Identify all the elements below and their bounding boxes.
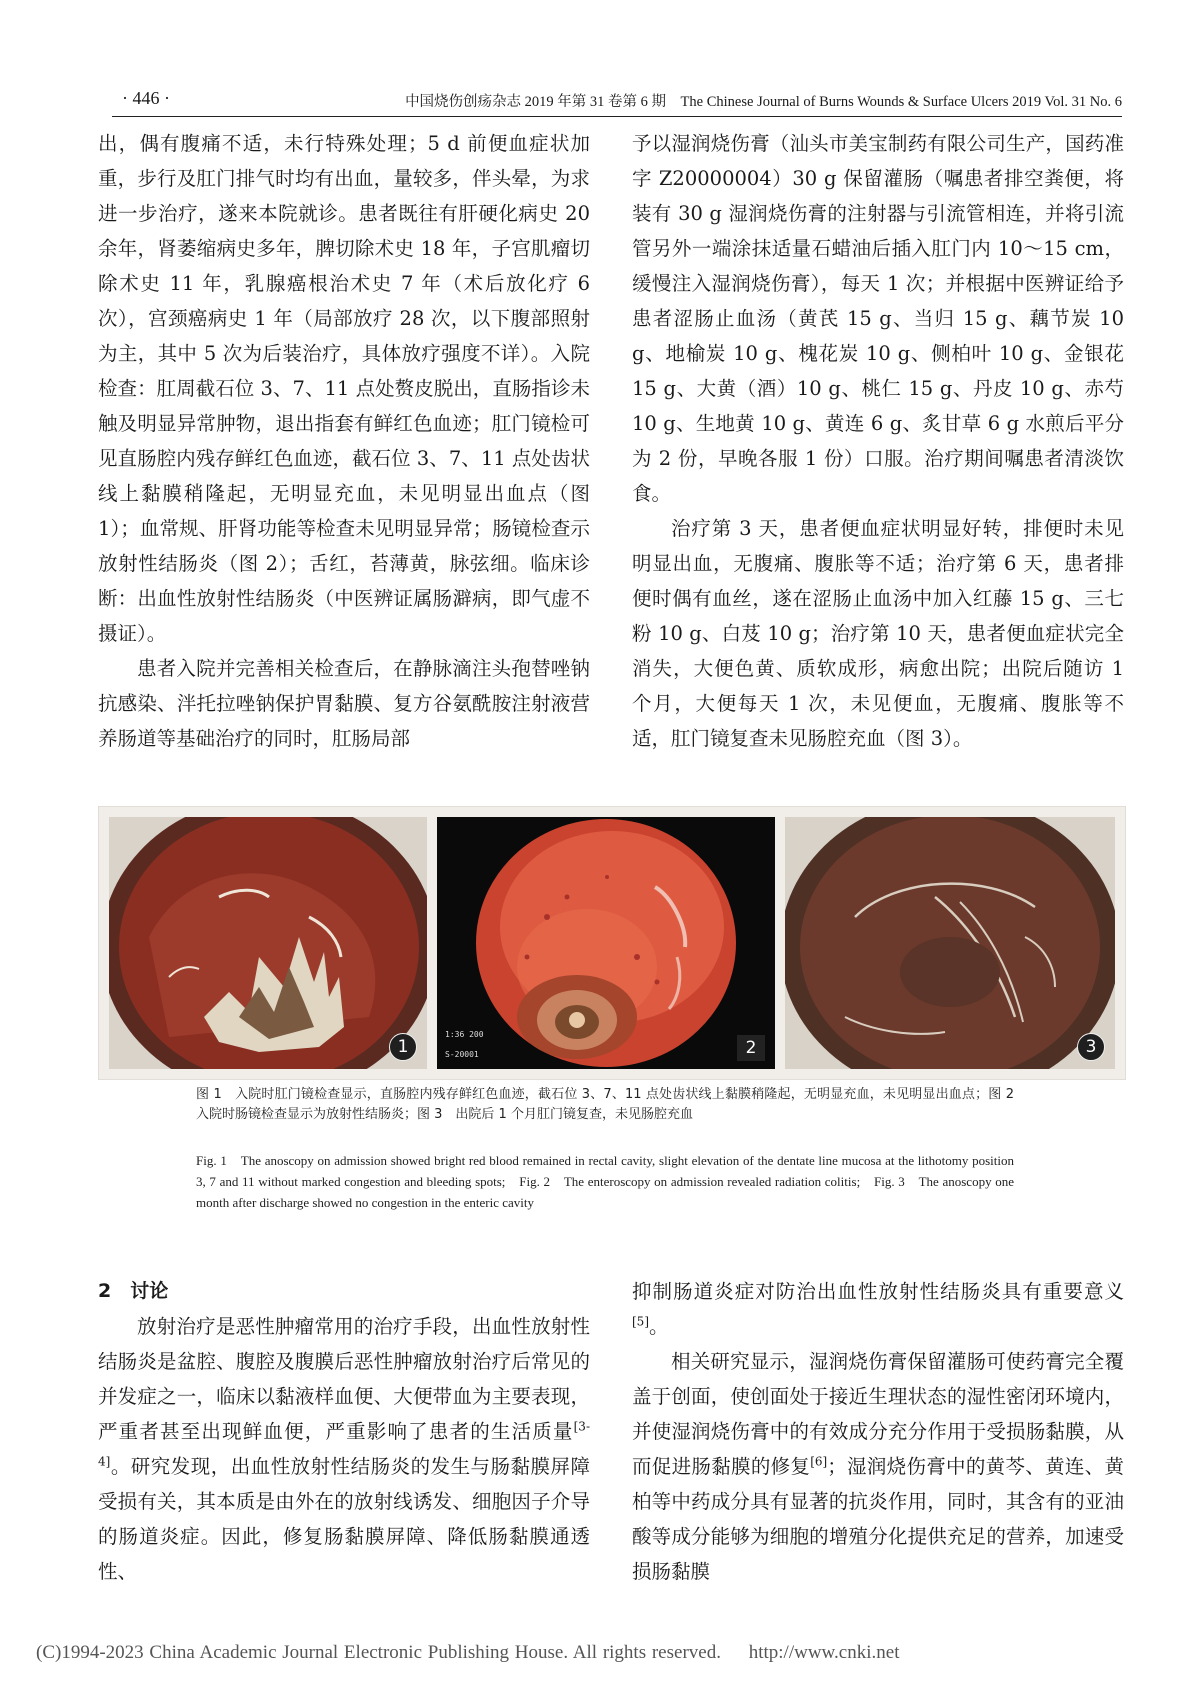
- page-footer: [36, 1642, 899, 1664]
- discussion-text-1c: 抑制肠道炎症对防治出血性放射性结肠炎具有重要意义: [632, 1280, 1124, 1303]
- case-history-paragraph: 出，偶有腹痛不适，未行特殊处理；5 d 前便血症状加重，步行及肛门排气时均有出血，量较多，伴头晕，为求进一步治疗，遂来本院就诊。患者既往有肝硬化病史 20 余年，肾萎缩病史多年，脾切除术史 18 年，子宫肌瘤切除术史 11 年，乳腺癌根治术史 7 年（术后放化疗 6 次），宫颈癌病史 1 年（局部放疗 28 次，以下腹部照射为主，其中 5 次为后装治疗，具体放疗强度不详）。入院检查：肛周截石位 3、7、11 点处赘皮脱出，直肠指诊未触及明显异常肿物，退出指套有鲜红色血迹；肛门镜检可见直肠腔内残存鲜红色血迹，截石位 3、7、11 点处齿状线上黏膜稍隆起，无明显充血，未见明显出血点（图 1）；血常规、肝肾功能等检查未见明显异常；肠镜检查示放射性结肠炎（图 2）；舌红，苔薄黄，脉弦细。临床诊断：出血性放射性结肠炎（中医辨证属肠澼病，即气虚不摄证）。: [98, 132, 590, 645]
- outcome-paragraph: 治疗第 3 天，患者便血症状明显好转，排便时未见明显出血，无腹痛、腹胀等不适；治疗第 6 天，患者排便时偶有血丝，遂在涩肠止血汤中加入红藤 15 g、三七粉 10 g、白芨 10 g；治疗第 10 天，患者便血症状完全消失，大便色黄、质软成形，病愈出院；出院后随访 1 个月，大便每天 1 次，未见便血，无腹痛、腹胀等不适，肛门镜复查未见肠腔充血（图 3）。: [632, 517, 1124, 750]
- discussion-text-1a: 放射治疗是恶性肿瘤常用的治疗手段，出血性放射性结肠炎是盆腔、腹腔及腹膜后恶性肿瘤放射治疗后常见的并发症之一，临床以黏液样血便、大便带血为主要表现，严重者甚至出现鲜血便，严重影响了患者的生活质量: [98, 1315, 590, 1443]
- reference-5: [5]: [632, 1314, 649, 1329]
- figure-2-label: 2: [737, 1035, 765, 1061]
- figure-caption-english: Fig. 1 The anoscopy on admission showed bright red blood remained in rectal cavity, slight elevation of the dentate line mucosa at the lithotomy position 3, 7 and 11 without marked congestion and bleeding spots; Fig. 2 The enteroscopy on admission revealed radiation colitis; Fig. 3 The anoscopy one month after discharge showed no congestion in the enteric cavity: [196, 1153, 1014, 1210]
- footer-url: http://www.cnki.net: [748, 1642, 900, 1663]
- figure-3-anoscopy-followup-image: [785, 817, 1115, 1069]
- section-heading-discussion: 2 讨论: [98, 1280, 169, 1302]
- discussion-text-2b: ；湿润烧伤膏中的黄芩、黄连、黄柏等中药成分具有显著的抗炎作用，同时，其含有的亚油酸等成分能够为细胞的增殖分化提供充足的营养，加速受损肠黏膜: [632, 1455, 1124, 1583]
- right-column-top: [632, 126, 1124, 756]
- figure-panel: [98, 806, 1126, 1080]
- treatment-paragraph-start: 患者入院并完善相关检查后，在静脉滴注头孢替唑钠抗感染、泮托拉唑钠保护胃黏膜、复方谷氨酰胺注射液营养肠道等基础治疗的同时，肛肠局部: [98, 657, 590, 750]
- copyright-notice: (C)1994-2023 China Academic Journal Electronic Publishing House. All rights reserved.: [36, 1642, 721, 1663]
- treatment-paragraph-continued: 予以湿润烧伤膏（汕头市美宝制药有限公司生产，国药准字 Z20000004）30 g 保留灌肠（嘱患者排空粪便，将装有 30 g 湿润烧伤膏的注射器与引流管相连，并将引流管另外一端涂抹适量石蜡油后插入肛门内 10～15 cm，缓慢注入湿润烧伤膏），每天 1 次；并根据中医辨证给予患者涩肠止血汤（黄芪 15 g、当归 15 g、藕节炭 10 g、地榆炭 10 g、槐花炭 10 g、侧柏叶 10 g、金银花 15 g、大黄（酒）10 g、桃仁 15 g、丹皮 10 g、赤芍 10 g、生地黄 10 g、黄连 6 g、炙甘草 6 g 水煎后平分为 2 份，早晚各服 1 份）口服。治疗期间嘱患者清淡饮食。: [632, 132, 1124, 505]
- figure-caption-chinese: 图 1 入院时肛门镜检查显示，直肠腔内残存鲜红色血迹，截石位 3、7、11 点处齿状线上黏膜稍隆起，无明显充血，未见明显出血点；图 2 入院时肠镜检查显示为放射性结肠炎；图 3 出院后 1 个月肛门镜复查，未见肠腔充血: [196, 1087, 1028, 1122]
- page-number: · 446 ·: [122, 88, 170, 108]
- running-header: [112, 86, 1122, 117]
- figure-1-label: 1: [389, 1033, 417, 1061]
- figure-2-colonoscopy-image: [437, 817, 775, 1069]
- discussion-text-2a: 相关研究显示，湿润烧伤膏保留灌肠可使药膏完全覆盖于创面，使创面处于接近生理状态的湿性密闭环境内，并使湿润烧伤膏中的有效成分充分作用于受损肠黏膜，从而促进肠黏膜的修复: [632, 1350, 1124, 1478]
- left-column-top: [98, 126, 590, 756]
- discussion-paragraph-1-continued: [632, 1274, 1124, 1344]
- discussion-paragraph-2: [632, 1344, 1124, 1589]
- reference-6: [6]: [810, 1454, 828, 1469]
- figure-1-anoscopy-image: [109, 817, 427, 1069]
- discussion-paragraph-1: [98, 1309, 590, 1589]
- discussion-text-1d: 。: [649, 1315, 669, 1338]
- figure-2-scale-text: 1:36 200: [445, 1030, 484, 1039]
- left-column-bottom: [98, 1274, 590, 1589]
- journal-citation-line: 中国烧伤创疡杂志 2019 年第 31 卷第 6 期 The Chinese Journal of Burns Wounds & Surface Ulcers 2019 Vol. 31 No. 6: [405, 94, 1122, 110]
- right-column-bottom: [632, 1274, 1124, 1589]
- reference-3-4: [3-4]: [98, 1419, 590, 1469]
- figure-3-label: 3: [1077, 1033, 1105, 1061]
- discussion-text-1b: 。研究发现，出血性放射性结肠炎的发生与肠黏膜屏障受损有关，其本质是由外在的放射线诱发、细胞因子介导的肠道炎症。因此，修复肠黏膜屏障、降低肠黏膜通透性、: [98, 1455, 590, 1583]
- figure-2-id-text: S-20001: [445, 1050, 479, 1059]
